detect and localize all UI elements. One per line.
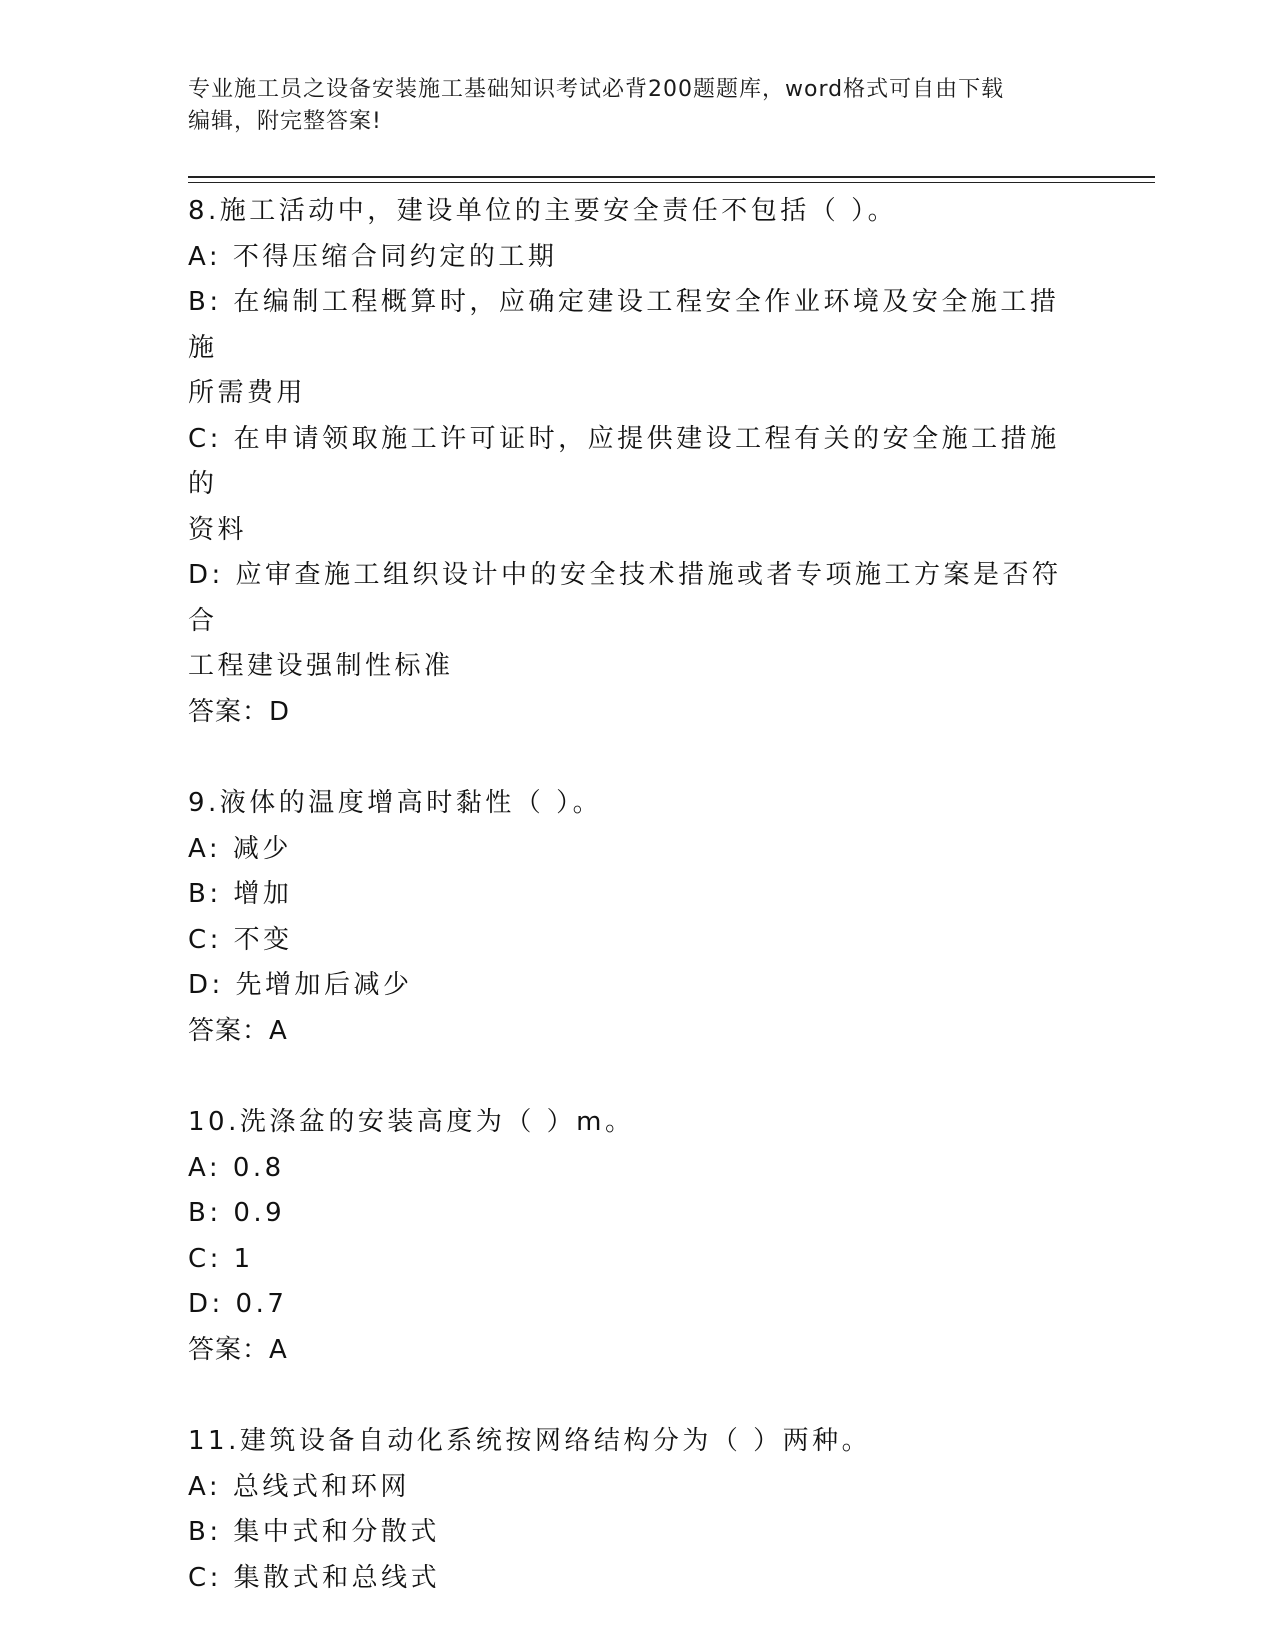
option-c: C: 在申请领取施工许可证时，应提供建设工程有关的安全施工措施的 (188, 423, 1060, 499)
header-divider-thin (188, 182, 1155, 183)
header-title-line-2: 编辑，附完整答案! (188, 109, 382, 134)
option-c: C: 1 (188, 1243, 254, 1274)
question-11 (188, 1419, 1088, 1601)
option-a: A: 减少 (188, 833, 292, 864)
option-b: B: 集中式和分散式 (188, 1517, 440, 1547)
document-header (188, 74, 1088, 138)
answer: 答案：A (188, 1015, 288, 1046)
option-c: C: 不变 (188, 924, 293, 955)
question-stem: 11.建筑设备自动化系统按网络结构分为（ ）两种。 (188, 1426, 872, 1456)
option-d: D: 应审查施工组织设计中的安全技术措施或者专项施工方案是否符合 (188, 560, 1062, 636)
option-c-continued: 资料 (188, 514, 248, 545)
option-b-continued: 所需费用 (188, 378, 307, 408)
option-d: D: 0.7 (188, 1289, 288, 1319)
answer: 答案：A (188, 1334, 288, 1365)
question-9 (188, 781, 1088, 1054)
question-stem: 8.施工活动中，建设单位的主要安全责任不包括（ ）。 (188, 196, 898, 226)
question-10 (188, 1100, 1088, 1373)
option-b: B: 0.9 (188, 1198, 286, 1228)
option-c: C: 集散式和总线式 (188, 1562, 441, 1593)
question-stem: 9.液体的温度增高时黏性（ ）。 (188, 788, 603, 818)
option-a: A: 0.8 (188, 1152, 285, 1183)
header-divider-thick (188, 176, 1155, 178)
option-d: D: 先增加后减少 (188, 970, 413, 1000)
option-b: B: 增加 (188, 879, 293, 909)
option-a: A: 总线式和环网 (188, 1471, 410, 1502)
question-list (188, 189, 1088, 1647)
question-8 (188, 189, 1088, 735)
option-a: A: 不得压缩合同约定的工期 (188, 241, 558, 272)
option-b: B: 在编制工程概算时，应确定建设工程安全作业环境及安全施工措施 (188, 287, 1060, 363)
answer: 答案：D (188, 696, 291, 727)
header-title-line-1: 专业施工员之设备安装施工基础知识考试必背200题题库，word格式可自由下载 (188, 77, 1005, 102)
option-d-continued: 工程建设强制性标准 (188, 651, 454, 681)
question-stem: 10.洗涤盆的安装高度为（ ）m。 (188, 1107, 635, 1137)
